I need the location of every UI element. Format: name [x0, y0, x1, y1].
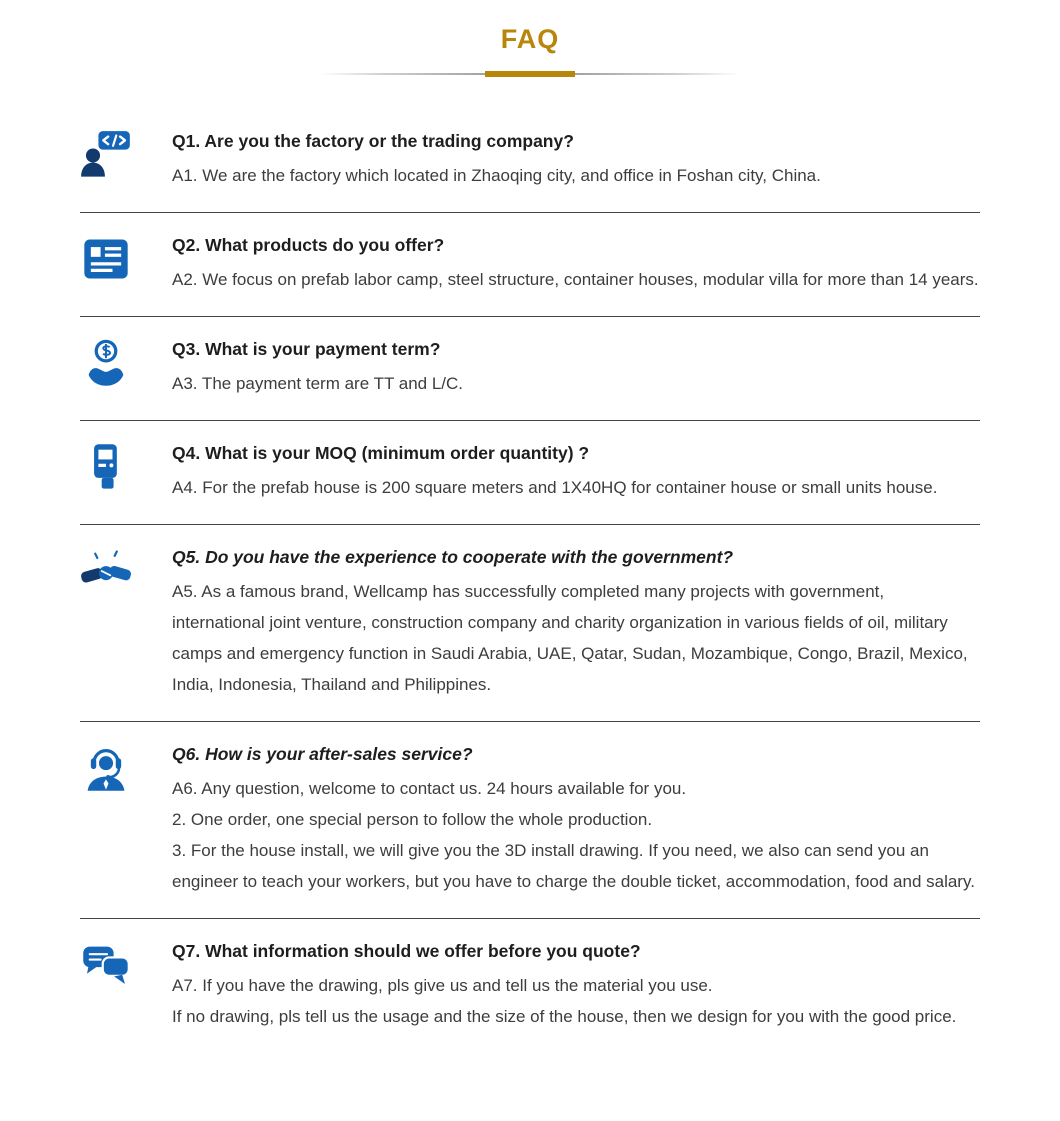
faq-item-text: [172, 230, 980, 295]
faq-item-icon-cell: [80, 334, 138, 399]
faq-answer-line: A2. We focus on prefab labor camp, steel structure, container houses, modular villa for more than 14 years.: [172, 270, 979, 289]
faq-item-text: [172, 126, 980, 191]
handshake-icon: [80, 545, 132, 597]
faq-header: [0, 24, 1060, 77]
news-list-icon: [80, 233, 132, 285]
faq-answer: [172, 970, 980, 1032]
faq-item-q1: [80, 109, 980, 213]
faq-answer-line: If no drawing, pls tell us the usage and the size of the house, then we design for you with the good price.: [172, 1007, 957, 1026]
faq-answer: [172, 576, 980, 700]
faq-item-q6: [80, 722, 980, 919]
faq-question: Q6. How is your after-sales service?: [172, 744, 473, 764]
faq-item-text: [172, 739, 980, 897]
chat-bubbles-icon: [80, 939, 132, 991]
faq-answer: [172, 264, 980, 295]
faq-question: Q3. What is your payment term?: [172, 339, 441, 359]
support-agent-icon: [80, 742, 132, 794]
faq-answer: [172, 472, 980, 503]
faq-answer-line: A3. The payment term are TT and L/C.: [172, 374, 464, 393]
faq-answer: [172, 773, 980, 897]
faq-item-q4: [80, 421, 980, 525]
underline-gold-bar: [485, 71, 575, 77]
faq-item-icon-cell: [80, 936, 138, 1032]
faq-item-text: [172, 334, 980, 399]
faq-item-q3: [80, 317, 980, 421]
faq-item-q7: [80, 919, 980, 1053]
faq-answer: [172, 160, 980, 191]
faq-question: Q4. What is your MOQ (minimum order quantity) ?: [172, 443, 590, 463]
faq-answer-line: 3. For the house install, we will give you the 3D install drawing. If you need, we also can send you an engineer to teach your workers, but you have to charge the double ticket, accommodation, food and salary.: [172, 841, 975, 891]
faq-item-icon-cell: [80, 126, 138, 191]
faq-item-text: [172, 936, 980, 1032]
faq-answer-line: A1. We are the factory which located in Zhaoqing city, and office in Foshan city, China.: [172, 166, 821, 185]
faq-item-text: [172, 438, 980, 503]
faq-question: Q2. What products do you offer?: [172, 235, 445, 255]
faq-question: Q7. What information should we offer before you quote?: [172, 941, 641, 961]
faq-item-icon-cell: [80, 739, 138, 897]
faq-answer-line: A4. For the prefab house is 200 square meters and 1X40HQ for container house or small units house.: [172, 478, 938, 497]
faq-answer: [172, 368, 980, 399]
faq-item-icon-cell: [80, 230, 138, 295]
faq-item-text: [172, 542, 980, 700]
faq-item-icon-cell: [80, 438, 138, 503]
pos-card-icon: [80, 441, 132, 493]
faq-answer-line: 2. One order, one special person to follow the whole production.: [172, 810, 653, 829]
faq-question: Q1. Are you the factory or the trading company?: [172, 131, 574, 151]
faq-answer-line: A5. As a famous brand, Wellcamp has successfully completed many projects with government, international joint venture, construction company and charity organization in various fields of oil, military camps and emergency function in Saudi Arabia, UAE, Qatar, Sudan, Mozambique, Congo, Brazil, Mexico, India, Indonesia, Thailand and Philippines.: [172, 582, 968, 694]
developer-icon: [80, 129, 132, 181]
faq-question: Q5. Do you have the experience to cooperate with the government?: [172, 547, 734, 567]
faq-answer-line: A6. Any question, welcome to contact us. 24 hours available for you.: [172, 779, 687, 798]
title-underline: [320, 71, 740, 77]
faq-item-q2: [80, 213, 980, 317]
faq-answer-line: A7. If you have the drawing, pls give us and tell us the material you use.: [172, 976, 713, 995]
faq-item-q5: [80, 525, 980, 722]
payment-hand-icon: [80, 337, 132, 389]
page-title: FAQ: [500, 24, 560, 54]
faq-item-icon-cell: [80, 542, 138, 700]
faq-list: [80, 109, 980, 1053]
